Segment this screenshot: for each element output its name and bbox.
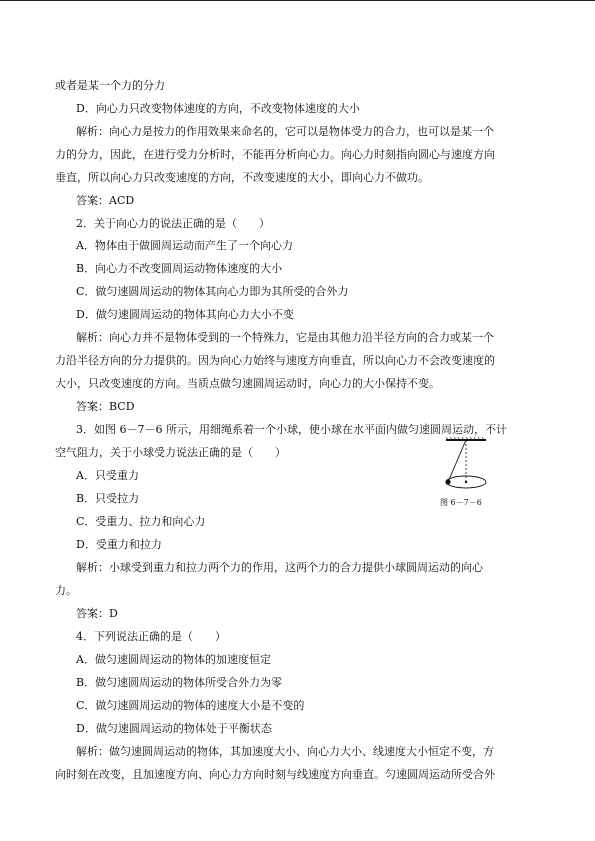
text-line: 空气阻力，关于小球受力说法正确的是（ ） (55, 446, 286, 459)
text-line: B．只受拉力 (76, 492, 140, 505)
text-line: 垂直，所以向心力只改变速度的方向，不改变速度的大小，即向心力不做功。 (55, 171, 429, 184)
text-line: B．做匀速圆周运动的物体所受合外力为零 (76, 676, 283, 689)
text-line: B．向心力不改变圆周运动物体速度的大小 (76, 262, 283, 275)
ball (445, 479, 450, 484)
text-line: C．做匀速圆周运动的物体其向心力即为其所受的合外力 (76, 285, 349, 298)
text-line: D．向心力只改变物体速度的方向，不改变物体速度的大小 (76, 102, 360, 115)
circle-center (465, 481, 467, 483)
text-line: 解析：向心力并不是物体受到的一个特殊力，它是由其他力沿半径方向的合力或某一个 (76, 331, 494, 344)
text-line: 或者是某一个力的分力 (55, 79, 165, 92)
text-line: 4．下列说法正确的是（ ） (76, 630, 226, 643)
text-line: A．物体由于做圆周运动而产生了一个向心力 (76, 239, 293, 252)
text-line: D．做匀速圆周运动的物体其向心力大小不变 (76, 308, 294, 321)
text-line: 答案：D (76, 607, 118, 620)
text-line: D．做匀速圆周运动的物体处于平衡状态 (76, 722, 272, 735)
text-line: C．受重力、拉力和向心力 (76, 515, 206, 528)
text-line: 向时刻在改变，且加速度方向、向心力方向时刻与线速度方向垂直。匀速圆周运动所受合外 (55, 768, 495, 781)
text-line: 答案：BCD (76, 400, 135, 413)
text-line: 解析：向心力是按力的作用效果来命名的，它可以是物体受力的合力，也可以是某一个 (76, 125, 494, 138)
text-line: 答案：ACD (76, 194, 135, 207)
text-line: D．受重力和拉力 (76, 538, 162, 551)
text-line: 3．如图 6－7－6 所示，用细绳系着一个小球，使小球在水平面内做匀速圆周运动，不计 (76, 423, 507, 436)
top-rule (0, 0, 595, 1)
figure-caption: 图 6－7－6 (440, 498, 482, 507)
text-line: 解析：做匀速圆周运动的物体，其加速度大小、向心力大小、线速度大小恒定不变，方 (76, 745, 494, 758)
text-line: 力的分力，因此，在进行受力分析时，不能再分析向心力。向心力时刻指向圆心与速度方向 (55, 148, 495, 161)
text-line: A．做匀速圆周运动的物体的加速度恒定 (76, 653, 271, 666)
text-line: 2．关于向心力的说法正确的是（ ） (76, 217, 270, 230)
text-line: 大小，只改变速度的方向。当质点做匀速圆周运动时，向心力的大小保持不变。 (55, 377, 440, 390)
text-line: A．只受重力 (76, 469, 139, 482)
text-line: 力。 (55, 584, 77, 597)
text-line: 解析：小球受到重力和拉力两个力的作用，这两个力的合力提供小球圆周运动的向心 (76, 561, 483, 574)
text-line: 力沿半径方向的分力提供的。因为向心力始终与速度方向垂直，所以向心力不会改变速度的 (55, 354, 495, 367)
text-line: C．做匀速圆周运动的物体的速度大小是不变的 (76, 699, 305, 712)
